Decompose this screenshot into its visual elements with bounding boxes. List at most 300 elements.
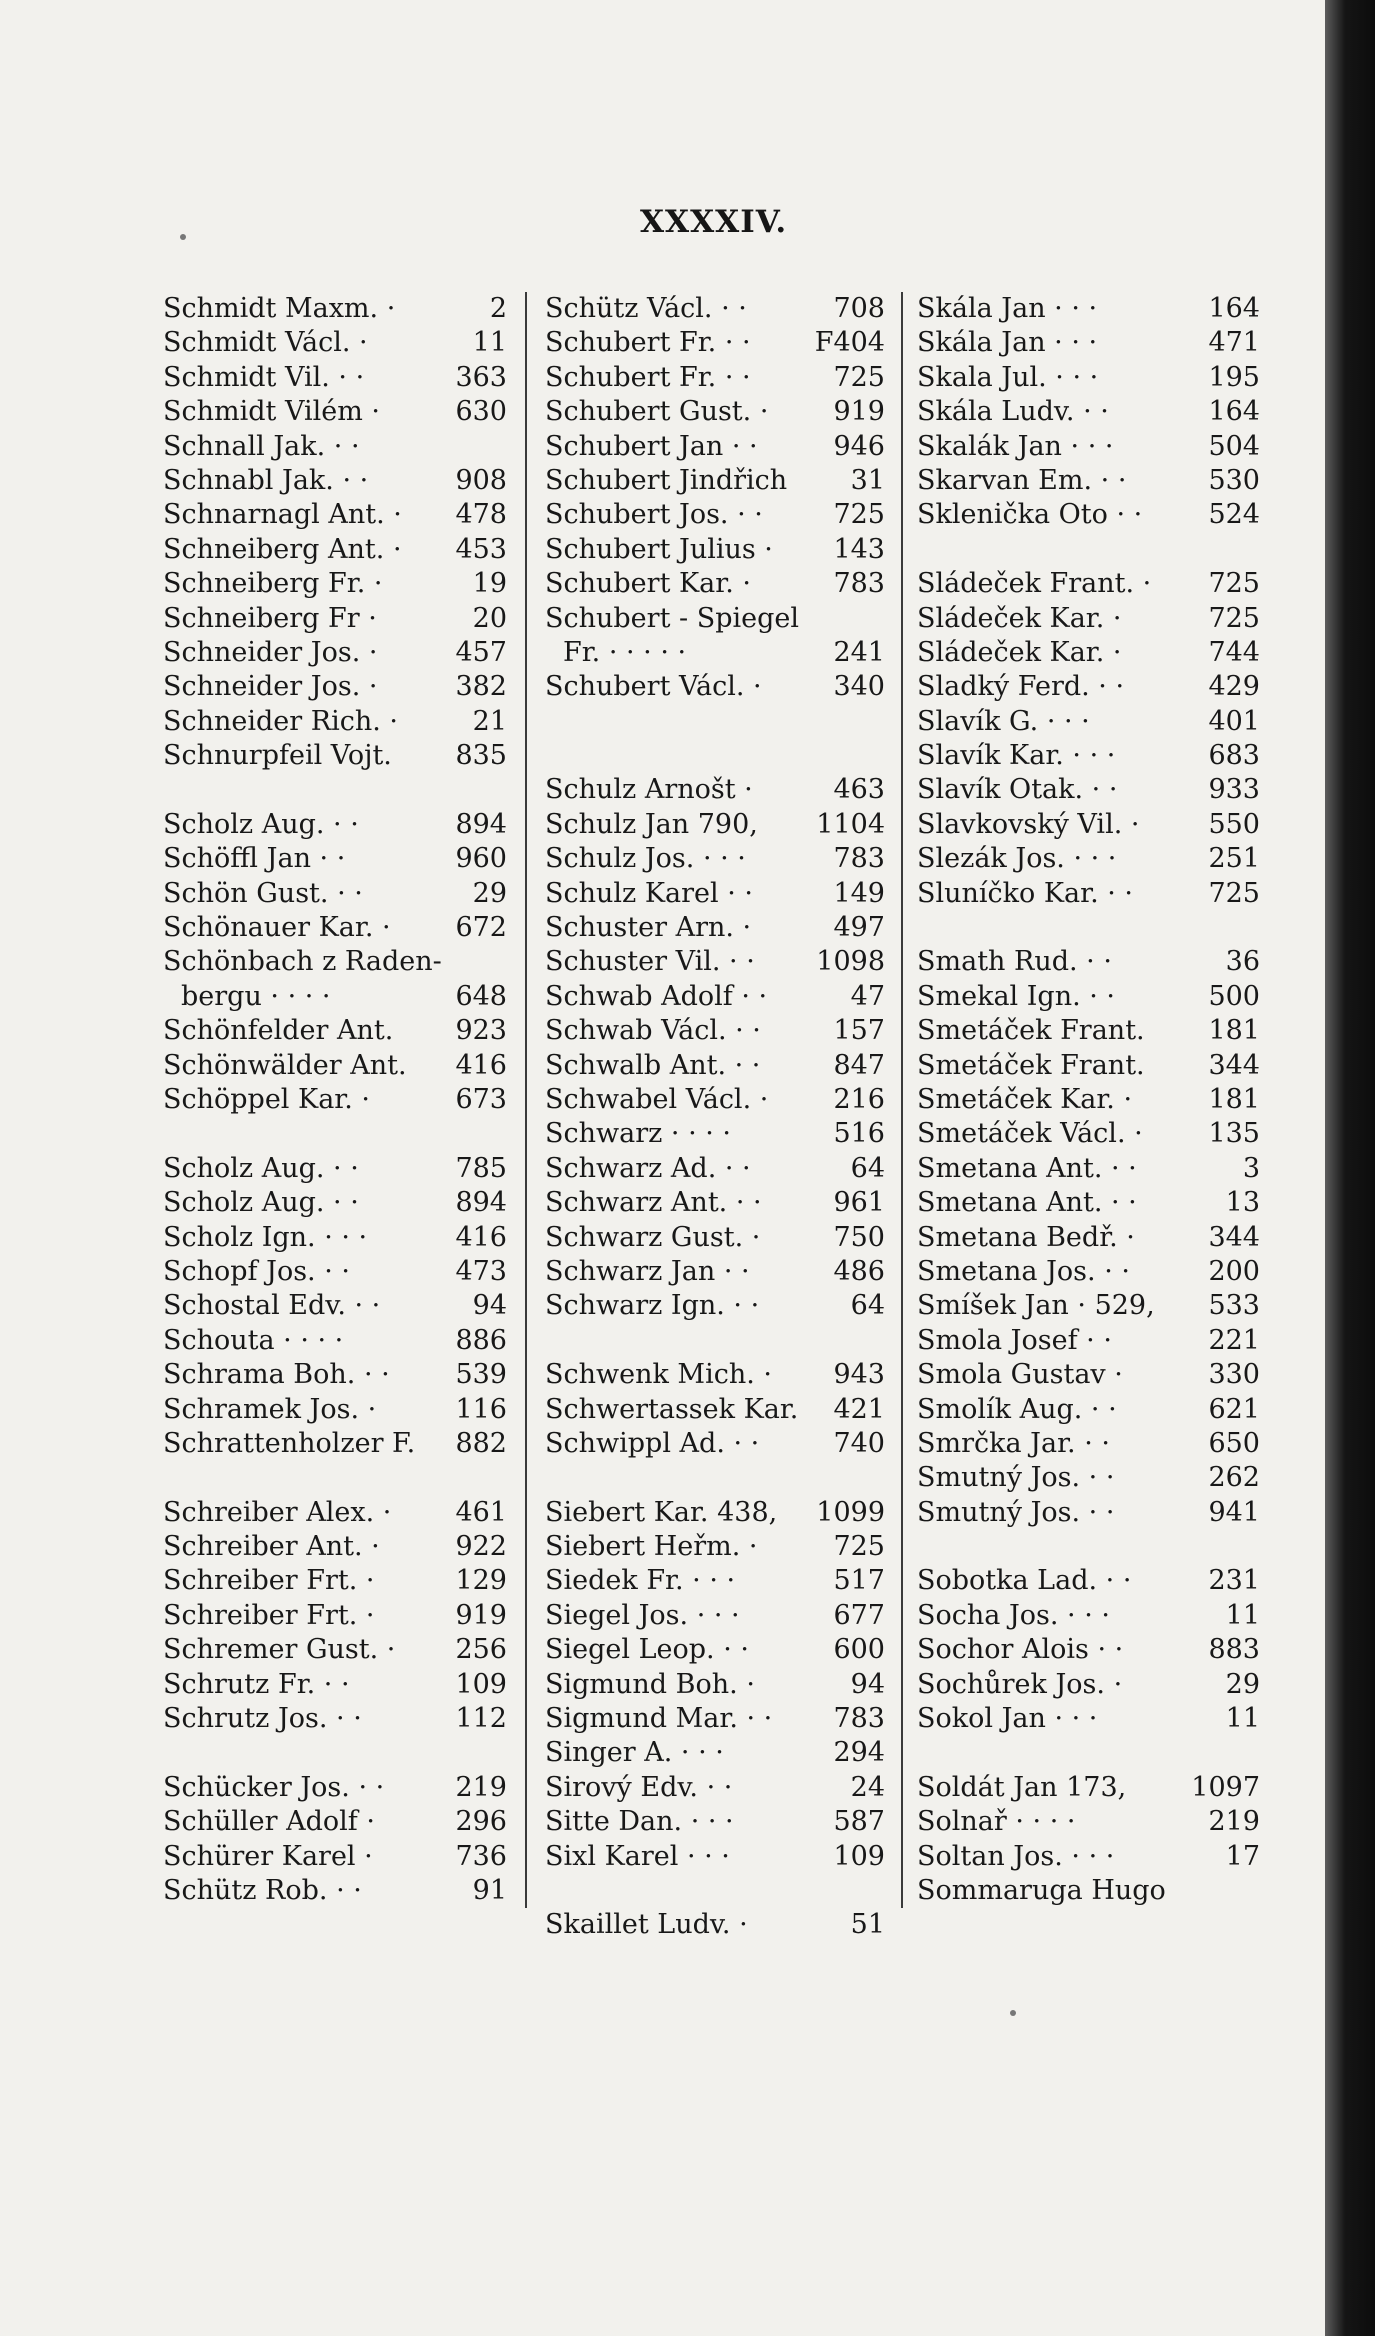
entry-page-number: 744	[1208, 636, 1260, 668]
entry-name: Smetáček Frant.	[917, 1049, 1145, 1081]
entry-page-number: 941	[1208, 1496, 1260, 1528]
entry-name: Smrčka Jar. · ·	[917, 1427, 1110, 1459]
index-column-1	[163, 292, 507, 1908]
entry-page-number: 216	[833, 1083, 885, 1115]
index-entry	[545, 292, 885, 326]
entry-name: Schwarz Ad. · ·	[545, 1152, 751, 1184]
entry-name: Schubert Fr. · ·	[545, 361, 751, 393]
entry-page-number: 51	[850, 1909, 885, 1941]
column-divider	[901, 292, 903, 1908]
index-entry	[917, 1805, 1260, 1839]
entry-name: Slezák Jos. · · ·	[917, 843, 1117, 875]
entry-name: Skála Jan · · ·	[917, 293, 1098, 324]
entry-name: Solnař · · · ·	[917, 1806, 1076, 1838]
entry-name: Scholz Ign. · · ·	[163, 1221, 368, 1253]
entry-name: Schrama Boh. · ·	[163, 1359, 390, 1391]
entry-page-number: 340	[833, 671, 885, 703]
entry-name: Sládeček Kar. ·	[917, 636, 1122, 668]
entry-page-number: 478	[455, 499, 507, 531]
page-title: XXXXIV.	[640, 204, 788, 240]
entry-name: Sokol Jan · · ·	[917, 1703, 1098, 1735]
entry-page-number: 1097	[1191, 1771, 1260, 1803]
index-entry	[917, 1771, 1260, 1805]
entry-name: Skalák Jan · · ·	[917, 430, 1114, 462]
entry-page-number: 530	[1208, 464, 1260, 496]
entry-name: Scholz Aug. · ·	[163, 808, 359, 840]
index-entry	[545, 808, 885, 842]
entry-name: Schöffl Jan · ·	[163, 843, 346, 875]
entry-page-number: 109	[833, 1840, 885, 1872]
index-entry	[545, 1805, 885, 1839]
paper-speck	[1010, 2010, 1016, 2016]
index-entry	[163, 1633, 507, 1667]
index-entry	[545, 1530, 885, 1564]
entry-page-number: 94	[850, 1668, 885, 1700]
index-entry	[545, 1599, 885, 1633]
entry-page-number: 750	[833, 1221, 885, 1253]
entry-name: Schuster Vil. · ·	[545, 946, 755, 978]
entry-name: Schubert Julius ·	[545, 533, 773, 565]
entry-name: Schönauer Kar. ·	[163, 912, 391, 944]
entry-name: Smetáček Kar. ·	[917, 1083, 1133, 1115]
index-entry	[163, 1496, 507, 1530]
entry-page-number: 630	[455, 396, 507, 428]
entry-name: Schulz Arnošt ·	[545, 774, 753, 806]
entry-page-number: 894	[455, 1187, 507, 1219]
entry-page-number: 164	[1208, 396, 1260, 428]
entry-name: Schönfelder Ant.	[163, 1015, 394, 1047]
entry-page-number: 894	[455, 808, 507, 840]
index-entry	[163, 1771, 507, 1805]
entry-page-number: 256	[455, 1634, 507, 1666]
entry-name: Schreiber Alex. ·	[163, 1496, 392, 1528]
entry-page-number: 683	[1208, 740, 1260, 772]
index-entry	[163, 1221, 507, 1255]
entry-name: Sladký Ferd. · ·	[917, 671, 1125, 703]
index-entry	[545, 877, 885, 911]
index-entry	[917, 1668, 1260, 1702]
index-entry	[163, 739, 507, 773]
entry-name: Schreiber Frt. ·	[163, 1565, 375, 1597]
entry-page-number: 296	[455, 1806, 507, 1838]
index-entry	[163, 1702, 507, 1736]
entry-name: Schostal Edv. · ·	[163, 1290, 381, 1322]
entry-name: Schwarz Ign. · ·	[545, 1290, 760, 1322]
entry-name: Schmidt Vil. · ·	[163, 361, 365, 393]
index-entry	[917, 1564, 1260, 1598]
index-entry	[917, 1633, 1260, 1667]
entry-name: Schneiberg Ant. ·	[163, 533, 402, 565]
index-entry	[545, 980, 885, 1014]
spacer	[917, 533, 1260, 567]
entry-name: Skála Jan · · ·	[917, 327, 1098, 359]
entry-name: Sitte Dan. · · ·	[545, 1806, 734, 1838]
index-entry	[163, 1255, 507, 1289]
entry-page-number: 943	[833, 1359, 885, 1391]
entry-name: Schwenk Mich. ·	[545, 1359, 772, 1391]
spacer	[917, 1736, 1260, 1770]
entry-page-number: 29	[1225, 1668, 1260, 1700]
entry-page-number: 725	[1208, 568, 1260, 600]
index-entry	[917, 1117, 1260, 1151]
index-entry	[163, 361, 507, 395]
entry-name: Fr. · · · · ·	[563, 636, 687, 668]
entry-page-number: 21	[472, 705, 507, 737]
entry-page-number: 416	[455, 1221, 507, 1253]
entry-name: Schwertassek Kar.	[545, 1393, 799, 1425]
entry-page-number: 429	[1208, 671, 1260, 703]
entry-name: Scholz Aug. · ·	[163, 1152, 359, 1184]
entry-page-number: 112	[455, 1703, 507, 1735]
entry-page-number: 17	[1225, 1840, 1260, 1872]
index-entry	[545, 1427, 885, 1461]
entry-page-number: 673	[455, 1083, 507, 1115]
entry-name: Schneiberg Fr. ·	[163, 568, 383, 600]
entry-name: Smetana Ant. · ·	[917, 1152, 1137, 1184]
index-entry	[917, 430, 1260, 464]
entry-page-number: 344	[1208, 1049, 1260, 1081]
entry-page-number: 1098	[816, 946, 885, 978]
index-entry	[917, 1874, 1260, 1908]
index-entry	[163, 670, 507, 704]
index-entry	[545, 636, 885, 670]
entry-page-number: 504	[1208, 430, 1260, 462]
entry-name: Smola Josef · ·	[917, 1324, 1112, 1356]
entry-page-number: 29	[472, 877, 507, 909]
index-entry	[917, 1599, 1260, 1633]
index-entry	[545, 1736, 885, 1770]
entry-name: Schütz Rob. · ·	[163, 1874, 362, 1906]
index-entry	[163, 1289, 507, 1323]
entry-name: Schulz Jan 790,	[545, 808, 758, 840]
entry-name: Schönbach z Raden-	[163, 946, 442, 978]
index-entry	[917, 1496, 1260, 1530]
index-entry	[163, 498, 507, 532]
spacer	[163, 1461, 507, 1495]
entry-page-number: 453	[455, 533, 507, 565]
spacer	[545, 739, 885, 773]
entry-page-number: 1104	[816, 808, 885, 840]
entry-name: Schreiber Ant. ·	[163, 1531, 380, 1563]
entry-page-number: 886	[455, 1324, 507, 1356]
entry-page-number: 919	[455, 1599, 507, 1631]
entry-page-number: F404	[814, 327, 885, 359]
entry-name: Schücker Jos. · ·	[163, 1771, 385, 1803]
entry-name: Schwalb Ant. · ·	[545, 1049, 761, 1081]
index-entry	[545, 773, 885, 807]
index-entry	[163, 1427, 507, 1461]
index-entry	[545, 1186, 885, 1220]
entry-page-number: 473	[455, 1255, 507, 1287]
index-entry	[917, 1083, 1260, 1117]
entry-name: Slavík Kar. · · ·	[917, 740, 1116, 772]
entry-name: Siebert Heřm. ·	[545, 1531, 758, 1563]
entry-name: Sigmund Mar. · ·	[545, 1703, 773, 1735]
entry-page-number: 486	[833, 1255, 885, 1287]
entry-name: Schnall Jak. · ·	[163, 430, 360, 462]
index-entry	[917, 636, 1260, 670]
entry-page-number: 24	[850, 1771, 885, 1803]
entry-page-number: 181	[1208, 1015, 1260, 1047]
entry-name: Siegel Jos. · · ·	[545, 1599, 740, 1631]
index-entry	[545, 1014, 885, 1048]
entry-page-number: 725	[1208, 602, 1260, 634]
index-entry	[917, 877, 1260, 911]
entry-name: Siedek Fr. · · ·	[545, 1565, 736, 1597]
index-entry	[545, 945, 885, 979]
entry-name: Schulz Jos. · · ·	[545, 843, 746, 875]
entry-name: Smekal Ign. · ·	[917, 980, 1116, 1012]
spacer	[163, 773, 507, 807]
entry-page-number: 725	[833, 361, 885, 393]
entry-name: Skaillet Ludv. ·	[545, 1909, 748, 1941]
index-entry	[917, 945, 1260, 979]
index-entry	[545, 533, 885, 567]
entry-page-number: 908	[455, 464, 507, 496]
entry-name: Skala Jul. · · ·	[917, 361, 1099, 393]
column-divider	[525, 292, 527, 1908]
entry-page-number: 3	[1242, 1152, 1260, 1184]
index-entry	[917, 739, 1260, 773]
entry-name: Schneider Rich. ·	[163, 705, 398, 737]
entry-page-number: 2	[489, 293, 507, 324]
entry-name: Schreiber Frt. ·	[163, 1599, 375, 1631]
index-entry	[917, 705, 1260, 739]
entry-name: Schopf Jos. · ·	[163, 1255, 350, 1287]
entry-page-number: 116	[455, 1393, 507, 1425]
index-entry	[163, 1668, 507, 1702]
entry-page-number: 783	[833, 1703, 885, 1735]
index-entry	[545, 567, 885, 601]
index-entry	[163, 464, 507, 498]
entry-name: Schwab Adolf · ·	[545, 980, 768, 1012]
entry-page-number: 457	[455, 636, 507, 668]
index-entry	[163, 1324, 507, 1358]
paper-speck	[180, 234, 186, 240]
index-entry	[545, 361, 885, 395]
index-entry	[917, 808, 1260, 842]
entry-page-number: 11	[1225, 1703, 1260, 1735]
entry-name: Smetana Ant. · ·	[917, 1187, 1137, 1219]
entry-page-number: 344	[1208, 1221, 1260, 1253]
index-entry	[163, 1564, 507, 1598]
index-entry	[545, 1049, 885, 1083]
index-entry	[163, 395, 507, 429]
spacer	[545, 1324, 885, 1358]
entry-page-number: 219	[455, 1771, 507, 1803]
index-entry	[917, 1427, 1260, 1461]
entry-name: Schwabel Václ. ·	[545, 1083, 769, 1115]
entry-page-number: 416	[455, 1049, 507, 1081]
entry-page-number: 463	[833, 774, 885, 806]
index-entry	[545, 842, 885, 876]
entry-name: Schrutz Jos. · ·	[163, 1703, 362, 1735]
entry-page-number: 109	[455, 1668, 507, 1700]
entry-page-number: 91	[472, 1874, 507, 1906]
entry-name: Schnabl Jak. · ·	[163, 464, 369, 496]
entry-page-number: 13	[1225, 1187, 1260, 1219]
entry-name: Smola Gustav ·	[917, 1359, 1123, 1391]
entry-name: Sixl Karel · · ·	[545, 1840, 730, 1872]
entry-name: Smetáček Frant.	[917, 1015, 1145, 1047]
index-entry	[545, 1840, 885, 1874]
spacer	[545, 1461, 885, 1495]
entry-page-number: 219	[1208, 1806, 1260, 1838]
entry-name: Schremer Gust. ·	[163, 1634, 396, 1666]
entry-page-number: 587	[833, 1806, 885, 1838]
entry-page-number: 330	[1208, 1359, 1260, 1391]
index-entry	[917, 498, 1260, 532]
index-entry	[545, 1289, 885, 1323]
entry-name: Skála Ludv. · ·	[917, 396, 1109, 428]
entry-page-number: 31	[850, 464, 885, 496]
index-entry	[163, 945, 507, 979]
entry-name: Schöppel Kar. ·	[163, 1083, 370, 1115]
entry-page-number: 725	[1208, 877, 1260, 909]
entry-name: bergu · · · ·	[181, 980, 331, 1012]
entry-name: Schön Gust. · ·	[163, 877, 363, 909]
index-entry	[917, 361, 1260, 395]
spacer	[545, 1874, 885, 1908]
entry-name: Schubert Kar. ·	[545, 568, 751, 600]
entry-page-number: 143	[833, 533, 885, 565]
entry-name: Skarvan Em. · ·	[917, 464, 1127, 496]
entry-page-number: 129	[455, 1565, 507, 1597]
entry-name: Schmidt Václ. ·	[163, 327, 368, 359]
entry-page-number: 847	[833, 1049, 885, 1081]
index-entry	[917, 1221, 1260, 1255]
index-entry	[917, 1014, 1260, 1048]
entry-page-number: 11	[472, 327, 507, 359]
entry-page-number: 363	[455, 361, 507, 393]
entry-name: Schubert Gust. ·	[545, 396, 769, 428]
index-entry	[545, 326, 885, 360]
entry-page-number: 882	[455, 1427, 507, 1459]
entry-name: Sochor Alois · ·	[917, 1634, 1124, 1666]
entry-name: Sládeček Frant. ·	[917, 568, 1152, 600]
spacer	[917, 1530, 1260, 1564]
entry-page-number: 960	[455, 843, 507, 875]
index-entry	[917, 1358, 1260, 1392]
index-entry	[163, 1358, 507, 1392]
entry-page-number: 36	[1225, 946, 1260, 978]
entry-name: Schubert Jos. · ·	[545, 499, 763, 531]
index-entry	[917, 326, 1260, 360]
entry-name: Sirový Edv. · ·	[545, 1771, 733, 1803]
entry-page-number: 524	[1208, 499, 1260, 531]
index-entry	[917, 602, 1260, 636]
index-entry	[163, 877, 507, 911]
entry-name: Schubert Fr. · ·	[545, 327, 751, 359]
entry-page-number: 923	[455, 1015, 507, 1047]
entry-name: Smolík Aug. · ·	[917, 1393, 1117, 1425]
entry-page-number: 64	[850, 1152, 885, 1184]
index-entry	[163, 980, 507, 1014]
index-entry	[917, 773, 1260, 807]
entry-name: Schwarz · · · ·	[545, 1118, 732, 1150]
entry-page-number: 785	[455, 1152, 507, 1184]
entry-name: Smutný Jos. · ·	[917, 1496, 1115, 1528]
index-entry	[545, 602, 885, 636]
index-entry	[163, 911, 507, 945]
entry-page-number: 550	[1208, 808, 1260, 840]
entry-name: Schütz Václ. · ·	[545, 293, 747, 324]
index-entry	[163, 430, 507, 464]
entry-name: Socha Jos. · · ·	[917, 1599, 1110, 1631]
index-entry	[545, 498, 885, 532]
entry-page-number: 516	[833, 1118, 885, 1150]
entry-name: Schürer Karel ·	[163, 1840, 373, 1872]
entry-name: Sluníčko Kar. · ·	[917, 877, 1133, 909]
index-entry	[917, 567, 1260, 601]
entry-name: Sobotka Lad. · ·	[917, 1565, 1132, 1597]
entry-name: Schrutz Fr. · ·	[163, 1668, 350, 1700]
entry-name: Schwippl Ad. · ·	[545, 1427, 760, 1459]
entry-page-number: 533	[1208, 1290, 1260, 1322]
index-entry	[545, 1668, 885, 1702]
index-entry	[917, 395, 1260, 429]
entry-page-number: 1099	[816, 1496, 885, 1528]
index-entry	[163, 1083, 507, 1117]
index-entry	[163, 1599, 507, 1633]
index-entry	[163, 842, 507, 876]
entry-page-number: 157	[833, 1015, 885, 1047]
entry-name: Smath Rud. · ·	[917, 946, 1112, 978]
index-entry	[163, 1530, 507, 1564]
entry-page-number: 922	[455, 1531, 507, 1563]
entry-name: Sklenička Oto · ·	[917, 499, 1143, 531]
index-entry	[545, 1564, 885, 1598]
index-entry	[917, 1840, 1260, 1874]
entry-name: Smutný Jos. · ·	[917, 1462, 1115, 1494]
entry-page-number: 497	[833, 912, 885, 944]
index-entry	[917, 842, 1260, 876]
spacer	[917, 911, 1260, 945]
entry-page-number: 600	[833, 1634, 885, 1666]
index-entry	[163, 1805, 507, 1839]
entry-name: Singer A. · · ·	[545, 1737, 724, 1769]
entry-name: Schneider Jos. ·	[163, 671, 378, 703]
index-entry	[163, 567, 507, 601]
index-entry	[545, 1221, 885, 1255]
entry-name: Schwarz Gust. ·	[545, 1221, 761, 1253]
entry-page-number: 251	[1208, 843, 1260, 875]
entry-name: Slavkovský Vil. ·	[917, 808, 1140, 840]
entry-name: Schubert Václ. ·	[545, 671, 762, 703]
entry-name: Schneiberg Fr ·	[163, 602, 377, 634]
entry-page-number: 677	[833, 1599, 885, 1631]
entry-name: Schwarz Ant. · ·	[545, 1187, 762, 1219]
entry-page-number: 835	[455, 740, 507, 772]
entry-page-number: 11	[1225, 1599, 1260, 1631]
entry-page-number: 933	[1208, 774, 1260, 806]
index-entry	[163, 1393, 507, 1427]
entry-name: Schnurpfeil Vojt.	[163, 740, 392, 772]
entry-page-number: 736	[455, 1840, 507, 1872]
entry-page-number: 64	[850, 1290, 885, 1322]
entry-page-number: 783	[833, 843, 885, 875]
index-entry	[545, 1908, 885, 1942]
entry-page-number: 725	[833, 1531, 885, 1563]
entry-name: Sommaruga Hugo	[917, 1874, 1166, 1906]
entry-page-number: 500	[1208, 980, 1260, 1012]
entry-name: Schneider Jos. ·	[163, 636, 378, 668]
entry-name: Sládeček Kar. ·	[917, 602, 1122, 634]
index-entry	[545, 1083, 885, 1117]
index-entry	[545, 464, 885, 498]
entry-page-number: 517	[833, 1565, 885, 1597]
entry-page-number: 382	[455, 671, 507, 703]
